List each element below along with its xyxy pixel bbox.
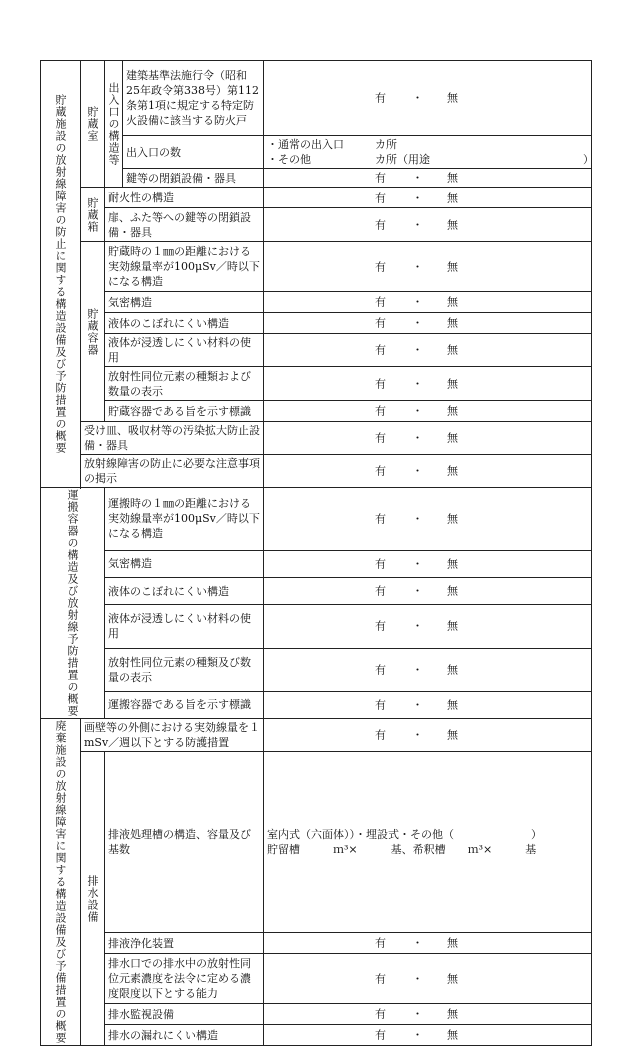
- option-no[interactable]: 無: [447, 218, 458, 231]
- entrance-other-close: ）: [583, 153, 594, 166]
- option-no[interactable]: 無: [447, 1007, 458, 1021]
- option-dot: ・: [412, 1007, 423, 1021]
- box-fireproof-item: 耐火性の構造: [105, 188, 264, 208]
- option-dot: ・: [412, 295, 423, 309]
- transport-item: 液体のこぼれにくい構造: [105, 578, 264, 605]
- answer-lock[interactable]: [264, 169, 592, 188]
- option-dot: ・: [412, 191, 423, 204]
- option-no[interactable]: 無: [447, 972, 458, 985]
- container-item: 放射性同位元素の種類および数量の表示: [105, 367, 264, 401]
- transport-item: 放射性同位元素の種類及び数量の表示: [105, 648, 264, 691]
- option-dot: ・: [412, 218, 423, 231]
- option-yes[interactable]: 有: [375, 295, 386, 309]
- option-dot: ・: [412, 728, 423, 742]
- option-dot: ・: [412, 512, 423, 526]
- option-no[interactable]: 無: [447, 91, 458, 105]
- option-dot: ・: [412, 316, 423, 330]
- option-dot: ・: [412, 663, 423, 677]
- option-no[interactable]: 無: [447, 295, 458, 309]
- purifier-item: 排液浄化装置: [105, 933, 264, 954]
- option-no[interactable]: 無: [447, 431, 458, 445]
- option-yes[interactable]: 有: [375, 191, 386, 204]
- option-no[interactable]: 無: [447, 260, 458, 273]
- storage-box-label: 貯蔵箱: [81, 188, 105, 242]
- entrance-other-unit: カ所（用途: [375, 153, 430, 166]
- tank-item: 排液処理槽の構造、容量及び基数: [105, 752, 264, 933]
- drainage-label: 排水設備: [81, 752, 105, 1046]
- container-item: 液体のこぼれにくい構造: [105, 313, 264, 334]
- answer-box-lock[interactable]: [264, 208, 592, 242]
- entrance-structure-label: 出入口の構造等: [105, 61, 123, 188]
- option-no[interactable]: 無: [447, 171, 458, 185]
- option-yes[interactable]: 有: [375, 698, 386, 712]
- answer-box-fireproof[interactable]: [264, 188, 592, 208]
- option-yes[interactable]: 有: [375, 91, 386, 105]
- section1-label: 貯蔵施設の放射線障害の防止に関する構造設備及び予防措置の概要: [41, 61, 81, 488]
- box-lock-item: 扉、ふた等への鍵等の閉鎖設備・器具: [105, 208, 264, 242]
- option-dot: ・: [412, 936, 423, 950]
- option-dot: ・: [412, 972, 423, 985]
- storage-room-label: 貯蔵室: [81, 61, 105, 188]
- tank-capacity-line: 貯留槽 ｍ³× 基、希釈槽 ｍ³× 基: [267, 843, 537, 856]
- transport-item: 運搬時の１㎜の距離における実効線量率が100μSv／時以下になる構造: [105, 488, 264, 551]
- option-no[interactable]: 無: [447, 557, 458, 571]
- option-no[interactable]: 無: [447, 728, 458, 742]
- option-dot: ・: [412, 698, 423, 712]
- container-item: 液体が浸透しにくい材料の使用: [105, 334, 264, 367]
- option-no[interactable]: 無: [447, 663, 458, 677]
- lock-item: 鍵等の閉鎖設備・器具: [123, 169, 264, 188]
- option-dot: ・: [412, 91, 423, 105]
- option-dot: ・: [412, 1028, 423, 1042]
- option-yes[interactable]: 有: [375, 663, 386, 677]
- wall-protection-item: 画壁等の外側における実効線量を１mSv／週以下とする防護措置: [81, 719, 264, 752]
- option-no[interactable]: 無: [447, 404, 458, 418]
- option-yes[interactable]: 有: [375, 728, 386, 742]
- transport-item: 運搬容器である旨を示す標識: [105, 691, 264, 718]
- monitor-item: 排水監視設備: [105, 1004, 264, 1025]
- option-yes[interactable]: 有: [375, 218, 386, 231]
- option-no[interactable]: 無: [447, 464, 458, 478]
- answer-fire-door[interactable]: [264, 61, 592, 136]
- entrance-other: ・その他: [267, 153, 311, 166]
- option-no[interactable]: 無: [447, 316, 458, 330]
- option-yes[interactable]: 有: [375, 431, 386, 445]
- option-yes[interactable]: 有: [375, 377, 386, 390]
- answer-transport-spill[interactable]: [264, 578, 592, 605]
- answer-wall-protection[interactable]: [264, 719, 592, 752]
- disposal-facility-form: [40, 60, 592, 1046]
- answer-container-display[interactable]: [264, 367, 592, 401]
- answer-transport-dose[interactable]: [264, 488, 592, 551]
- option-dot: ・: [412, 343, 423, 357]
- option-dot: ・: [412, 171, 423, 185]
- option-no[interactable]: 無: [447, 377, 458, 390]
- storage-container-label: 貯蔵容器: [81, 242, 105, 422]
- option-dot: ・: [412, 431, 423, 445]
- answer-container-material[interactable]: [264, 334, 592, 367]
- container-item: 貯蔵容器である旨を示す標識: [105, 401, 264, 422]
- option-dot: ・: [412, 464, 423, 478]
- section2-label: 運搬容器の構造及び放射線予防措置の概要: [41, 488, 105, 719]
- option-yes[interactable]: 有: [375, 972, 386, 985]
- entrance-normal-unit: カ所: [375, 138, 397, 151]
- answer-container-spill[interactable]: [264, 313, 592, 334]
- container-item: 気密構造: [105, 292, 264, 313]
- option-no[interactable]: 無: [447, 584, 458, 598]
- option-no[interactable]: 無: [447, 619, 458, 633]
- answer-transport-display[interactable]: [264, 648, 592, 691]
- answer-container-dose[interactable]: [264, 242, 592, 292]
- answer-transport-airtight[interactable]: [264, 550, 592, 577]
- option-yes[interactable]: 有: [375, 171, 386, 185]
- option-no[interactable]: 無: [447, 698, 458, 712]
- option-no[interactable]: 無: [447, 191, 458, 204]
- option-dot: ・: [412, 557, 423, 571]
- option-yes[interactable]: 有: [375, 512, 386, 526]
- receiving-tray-item: 受け皿、吸収材等の汚染拡大防止設備・器具: [81, 422, 264, 455]
- section3-label: 廃棄施設の放射線障害に関する構造設備及び予備措置の概要: [41, 719, 81, 1046]
- option-dot: ・: [412, 584, 423, 598]
- tank-type-line: 室内式（六面体））・埋設式・その他（ ）: [267, 828, 542, 841]
- option-yes[interactable]: 有: [375, 619, 386, 633]
- option-dot: ・: [412, 404, 423, 418]
- option-dot: ・: [412, 377, 423, 390]
- answer-container-sign[interactable]: [264, 401, 592, 422]
- option-yes[interactable]: 有: [375, 584, 386, 598]
- option-yes[interactable]: 有: [375, 343, 386, 357]
- answer-outlet[interactable]: [264, 954, 592, 1004]
- option-yes[interactable]: 有: [375, 557, 386, 571]
- answer-notice[interactable]: [264, 455, 592, 488]
- outlet-item: 排水口での排水中の放射性同位元素濃度を法令に定める濃度限度以下とする能力: [105, 954, 264, 1004]
- transport-item: 気密構造: [105, 550, 264, 577]
- entrance-count-answer[interactable]: [264, 136, 592, 169]
- option-dot: ・: [412, 260, 423, 273]
- option-yes[interactable]: 有: [375, 1007, 386, 1021]
- entrance-count-item: 出入口の数: [123, 136, 264, 169]
- answer-transport-sign[interactable]: [264, 691, 592, 718]
- leak-item: 排水の漏れにくい構造: [105, 1025, 264, 1046]
- entrance-normal: ・通常の出入口: [267, 138, 344, 151]
- option-dot: ・: [412, 619, 423, 633]
- option-no[interactable]: 無: [447, 512, 458, 526]
- fire-door-item: 建築基準法施行令（昭和25年政令第338号）第112条第1項に規定する特定防火設備に該当する防火戸: [123, 61, 264, 136]
- answer-receiving-tray[interactable]: [264, 422, 592, 455]
- option-yes[interactable]: 有: [375, 404, 386, 418]
- option-no[interactable]: 無: [447, 1028, 458, 1042]
- answer-leak[interactable]: [264, 1025, 592, 1046]
- tank-answer[interactable]: [264, 752, 592, 933]
- option-yes[interactable]: 有: [375, 260, 386, 273]
- answer-container-airtight[interactable]: [264, 292, 592, 313]
- answer-transport-material[interactable]: [264, 605, 592, 648]
- container-item: 貯蔵時の１㎜の距離における実効線量率が100μSv／時以下になる構造: [105, 242, 264, 292]
- option-no[interactable]: 無: [447, 343, 458, 357]
- option-yes[interactable]: 有: [375, 936, 386, 950]
- notice-item: 放射線障害の防止に必要な注意事項の掲示: [81, 455, 264, 488]
- option-yes[interactable]: 有: [375, 1028, 386, 1042]
- option-yes[interactable]: 有: [375, 316, 386, 330]
- option-yes[interactable]: 有: [375, 464, 386, 478]
- answer-monitor[interactable]: [264, 1004, 592, 1025]
- answer-purifier[interactable]: [264, 933, 592, 954]
- option-no[interactable]: 無: [447, 936, 458, 950]
- transport-item: 液体が浸透しにくい材料の使用: [105, 605, 264, 648]
